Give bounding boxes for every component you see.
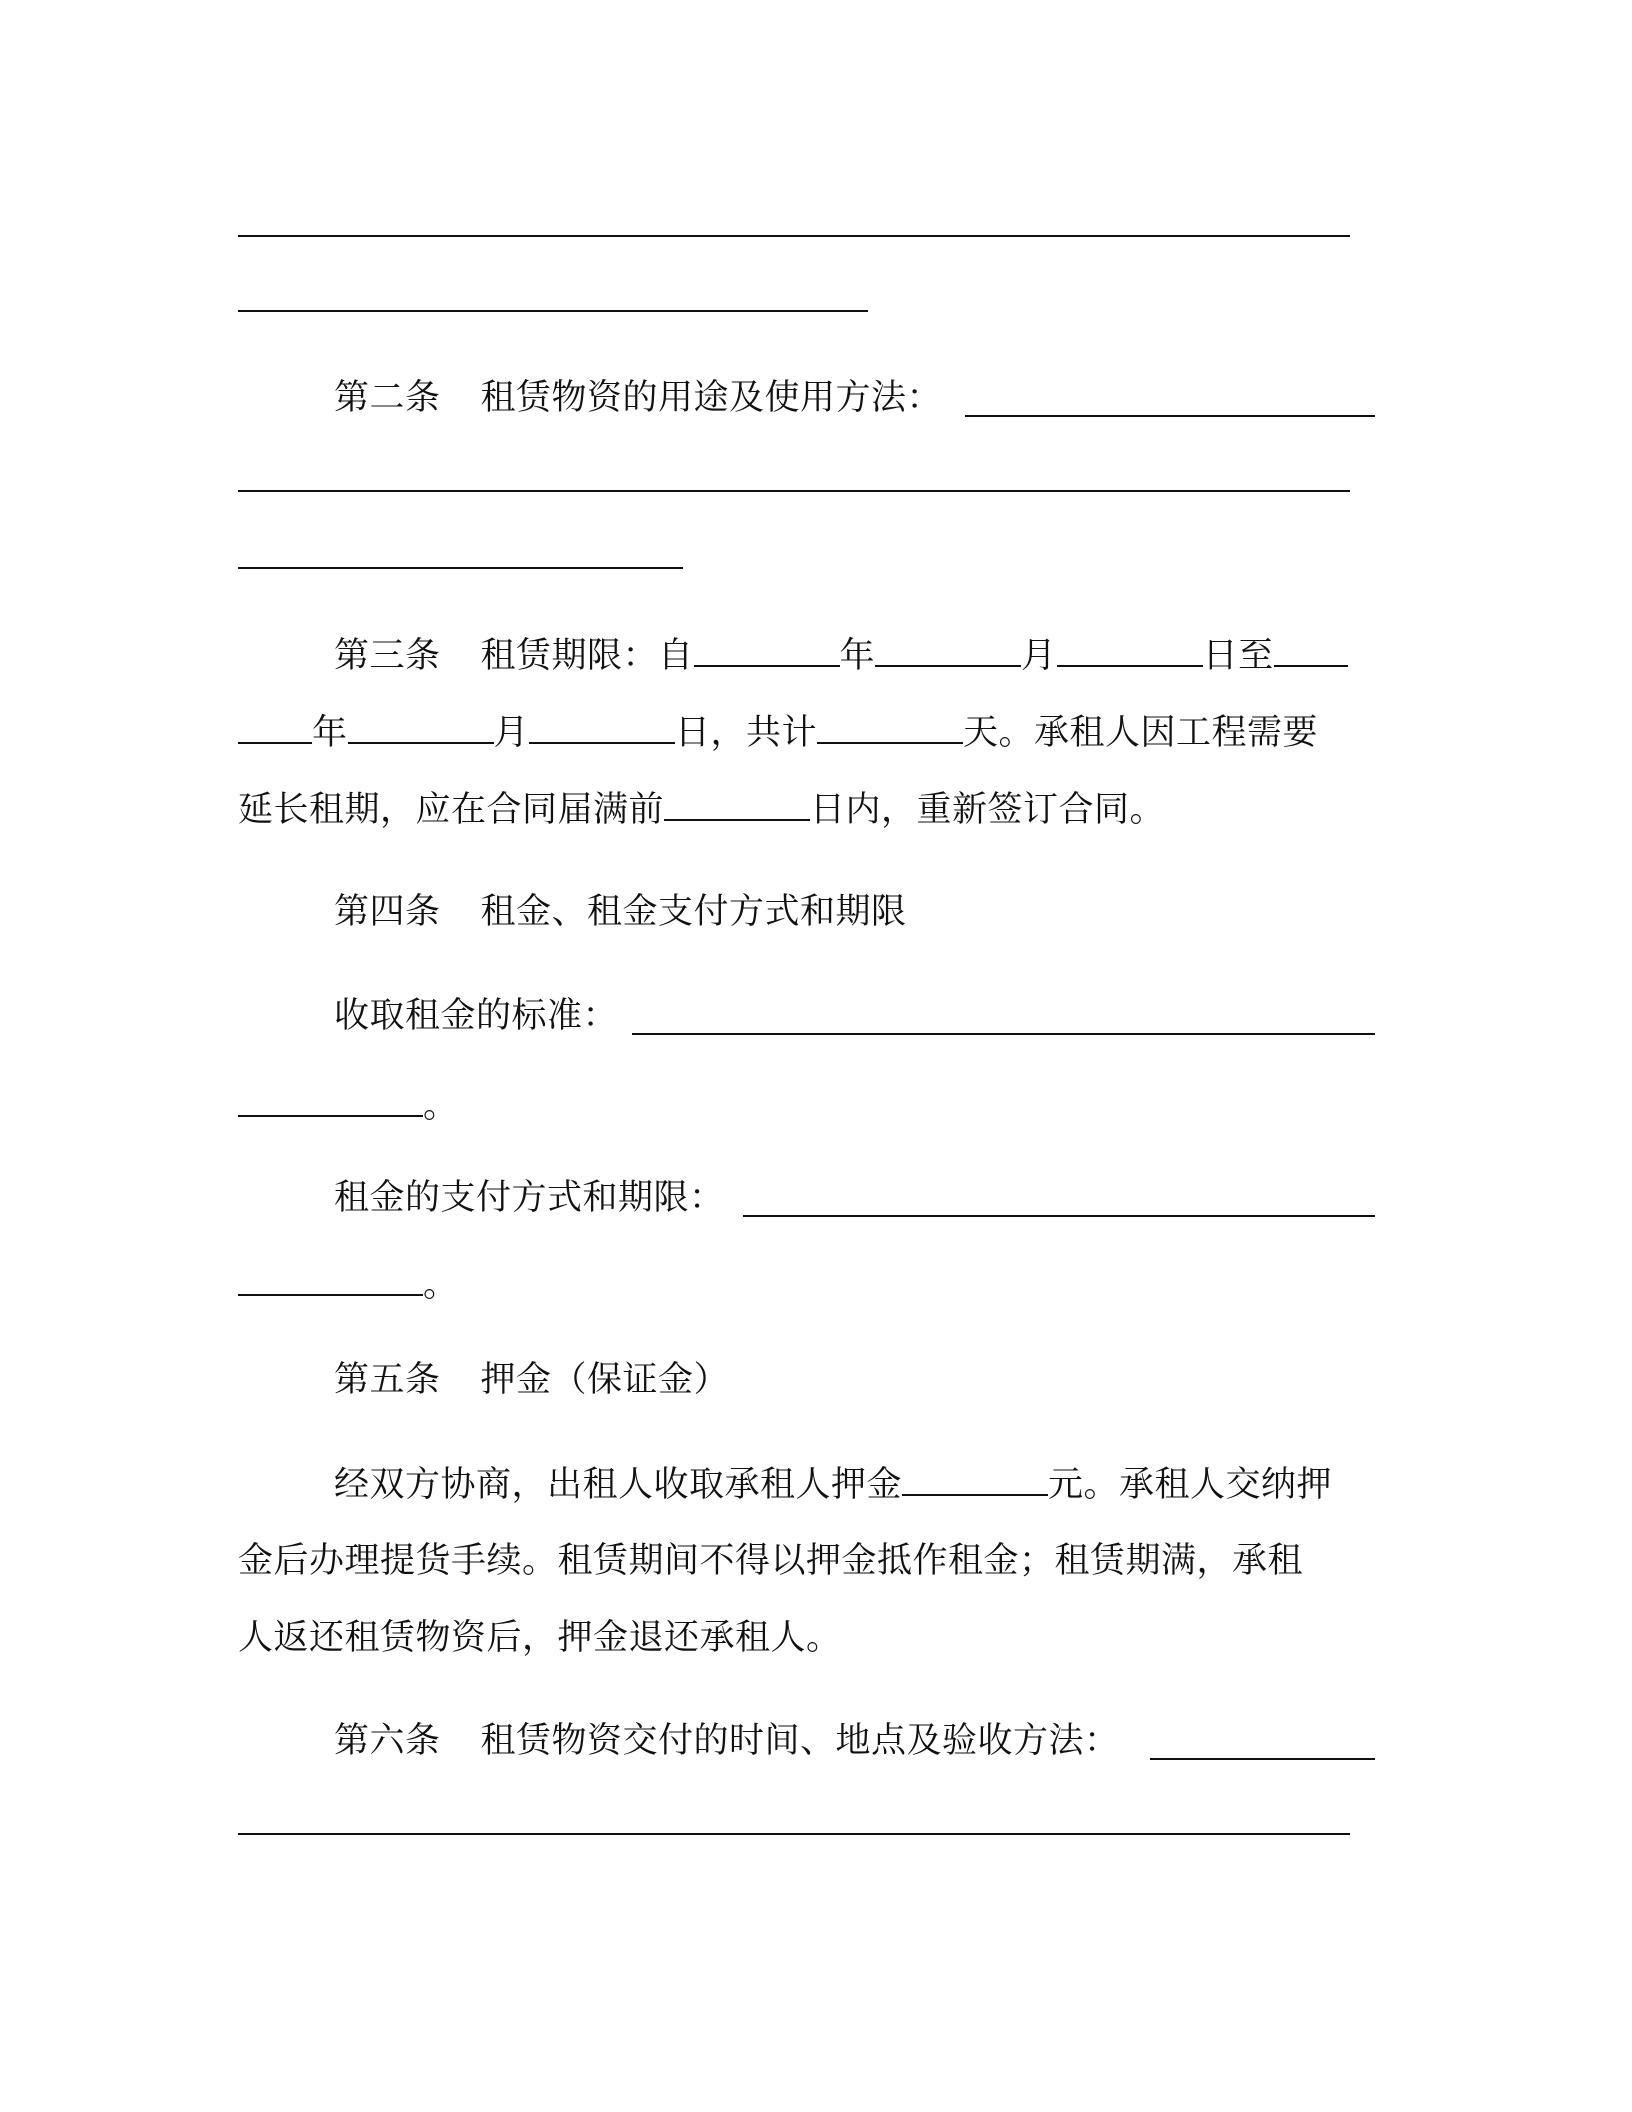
blank-line-top-2 <box>238 310 868 312</box>
days-text: 天。承租人因工程需要 <box>963 713 1319 753</box>
day-to-label: 日至 <box>1202 636 1274 676</box>
article-5-p3-text: 人返还租赁物资后，押金退还承租人。 <box>238 1618 842 1658</box>
rent-method-period: 。 <box>423 1265 459 1305</box>
rent-method-blank-1 <box>743 1215 1375 1217</box>
rent-standard-blank-1 <box>632 1033 1375 1035</box>
month2-label: 月 <box>493 713 530 753</box>
article-3-line3-end: 日内，重新签订合同。 <box>810 790 1166 830</box>
article-3-line3-start: 延长租期，应在合同届满前 <box>238 790 665 830</box>
article-2-title: 第二条 <box>334 378 441 418</box>
article-5-p1 <box>334 1456 1332 1512</box>
rent-method-blank-2 <box>238 1256 423 1296</box>
end-year-blank-start <box>1274 627 1348 667</box>
month-label: 月 <box>1021 636 1057 676</box>
deposit-amount-blank <box>902 1456 1048 1496</box>
article-6-blank-1 <box>1150 1758 1375 1760</box>
article-5-p3 <box>238 1610 842 1666</box>
article-5-p1-start: 经双方协商，出租人收取承租人押金 <box>334 1465 903 1505</box>
rent-standard-blank-2 <box>238 1077 423 1117</box>
day-total-label: 日，共计 <box>675 713 818 753</box>
rent-method-line <box>334 1170 725 1226</box>
end-day-blank <box>529 704 675 744</box>
article-3-line-3 <box>238 781 1165 837</box>
article-6-line <box>334 1713 1120 1769</box>
year2-label: 年 <box>312 713 348 753</box>
article-5-p2-text: 金后办理提货手续。租赁期间不得以押金抵作租金；租赁期满，承租 <box>238 1541 1304 1581</box>
total-days-blank <box>817 704 963 744</box>
start-day-blank <box>1057 627 1203 667</box>
article-3-line-2 <box>238 704 1318 760</box>
article-2-blank-2 <box>238 490 1350 492</box>
article-3-start: 租赁期限：自 <box>480 636 694 676</box>
article-5-text: 押金（保证金） <box>480 1360 730 1400</box>
rent-method-label: 租金的支付方式和期限： <box>334 1178 725 1218</box>
rent-standard-line <box>334 988 618 1044</box>
article-4-text: 租金、租金支付方式和期限 <box>480 892 907 932</box>
article-6-blank-2 <box>238 1833 1350 1835</box>
year-label: 年 <box>839 636 876 676</box>
article-2-text: 租赁物资的用途及使用方法： <box>480 378 943 418</box>
rent-standard-period: 。 <box>423 1086 459 1126</box>
start-year-blank <box>694 627 840 667</box>
article-2-blank-1 <box>965 415 1375 417</box>
rent-standard-label: 收取租金的标准： <box>334 996 619 1036</box>
article-5-p1-end: 元。承租人交纳押 <box>1048 1465 1333 1505</box>
article-6-title: 第六条 <box>334 1721 441 1761</box>
blank-line-top-1 <box>238 235 1350 237</box>
article-2-blank-3 <box>238 567 683 569</box>
article-4-title: 第四条 <box>334 892 441 932</box>
article-5-p2 <box>238 1533 1303 1589</box>
end-year-blank-end <box>238 704 312 744</box>
article-6-text: 租赁物资交付的时间、地点及验收方法： <box>480 1721 1120 1761</box>
start-month-blank <box>875 627 1021 667</box>
renew-days-blank <box>664 781 810 821</box>
article-5-line <box>334 1352 729 1408</box>
end-month-blank <box>348 704 494 744</box>
article-5-title: 第五条 <box>334 1360 441 1400</box>
rent-standard-line-2 <box>238 1077 459 1133</box>
article-4-line <box>334 884 907 940</box>
article-3-title: 第三条 <box>334 636 441 676</box>
article-2-line <box>334 370 942 426</box>
article-3-line-1 <box>334 627 1348 683</box>
rent-method-line-2 <box>238 1256 459 1312</box>
